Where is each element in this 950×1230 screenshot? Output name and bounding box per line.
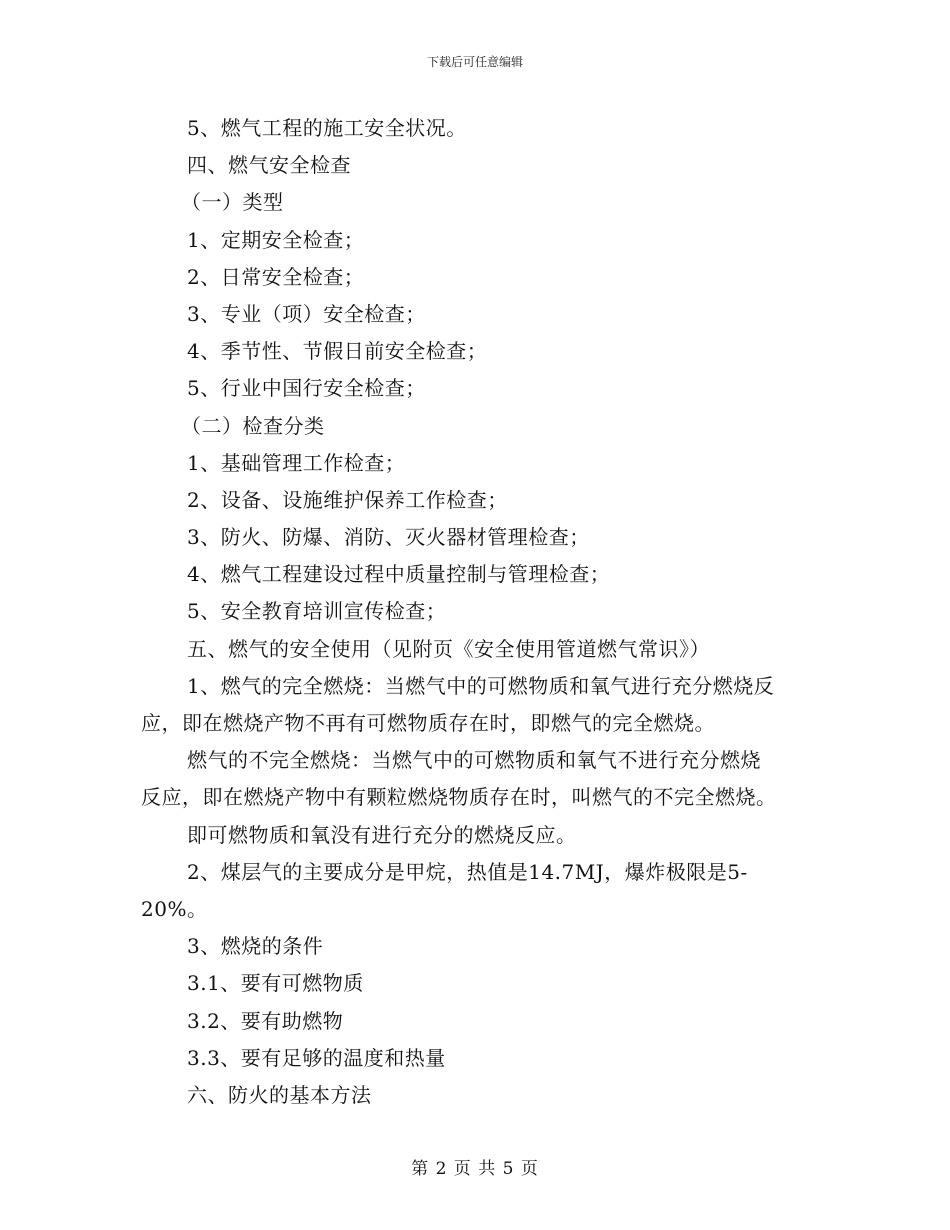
list-item: 3.3、要有足够的温度和热量 — [187, 1045, 446, 1070]
paragraph-line: 反应，即在燃烧产物中有颗粒燃烧物质存在时，叫燃气的不完全燃烧。 — [141, 785, 777, 810]
list-item: 4、季节性、节假日前安全检查； — [187, 339, 488, 364]
list-item: 5、行业中国行安全检查； — [187, 376, 426, 401]
list-item: 3、专业（项）安全检查； — [187, 301, 426, 326]
header-note: 下载后可任意编辑 — [426, 55, 523, 69]
list-item: 3.2、要有助燃物 — [187, 1008, 344, 1033]
paragraph-line: 20%。 — [141, 896, 208, 921]
subsection-heading: （二）检查分类 — [181, 413, 325, 438]
list-item: 5、安全教育培训宣传检查； — [187, 599, 447, 624]
paragraph-line: 燃气的不完全燃烧：当燃气中的可燃物质和氧气不进行充分燃烧 — [187, 748, 761, 773]
paragraph-line: 即可燃物质和氧没有进行充分的燃烧反应。 — [187, 822, 577, 847]
list-item: 1、定期安全检查； — [187, 227, 365, 252]
section-heading: 五、燃气的安全使用（见附页《安全使用管道燃气常识》） — [187, 636, 710, 661]
section-heading: 六、防火的基本方法 — [187, 1082, 372, 1107]
section-heading: 四、燃气安全检查 — [187, 153, 351, 178]
list-item: 3、燃烧的条件 — [187, 934, 324, 959]
paragraph-line: 2、煤层气的主要成分是甲烷，热值是14.7MJ，爆炸极限是5- — [187, 859, 748, 884]
list-item: 2、设备、设施维护保养工作检查； — [187, 487, 508, 512]
subsection-heading: （一）类型 — [181, 190, 284, 215]
paragraph-line: 应，即在燃烧产物不再有可燃物质存在时，即燃气的完全燃烧。 — [141, 711, 715, 735]
list-item: 3、防火、防爆、消防、灭火器材管理检查； — [187, 525, 590, 550]
list-item: 4、燃气工程建设过程中质量控制与管理检查； — [187, 562, 611, 587]
paragraph-line: 5、燃气工程的施工安全状况。 — [187, 116, 467, 140]
page-number-footer: 第 2 页 共 5 页 — [411, 1159, 539, 1179]
list-item: 1、基础管理工作检查； — [187, 450, 406, 475]
paragraph-line: 1、燃气的完全燃烧：当燃气中的可燃物质和氧气进行充分燃烧反 — [187, 673, 775, 698]
list-item: 2、日常安全检查； — [187, 264, 365, 289]
list-item: 3.1、要有可燃物质 — [187, 971, 364, 996]
document-body — [141, 110, 811, 1114]
